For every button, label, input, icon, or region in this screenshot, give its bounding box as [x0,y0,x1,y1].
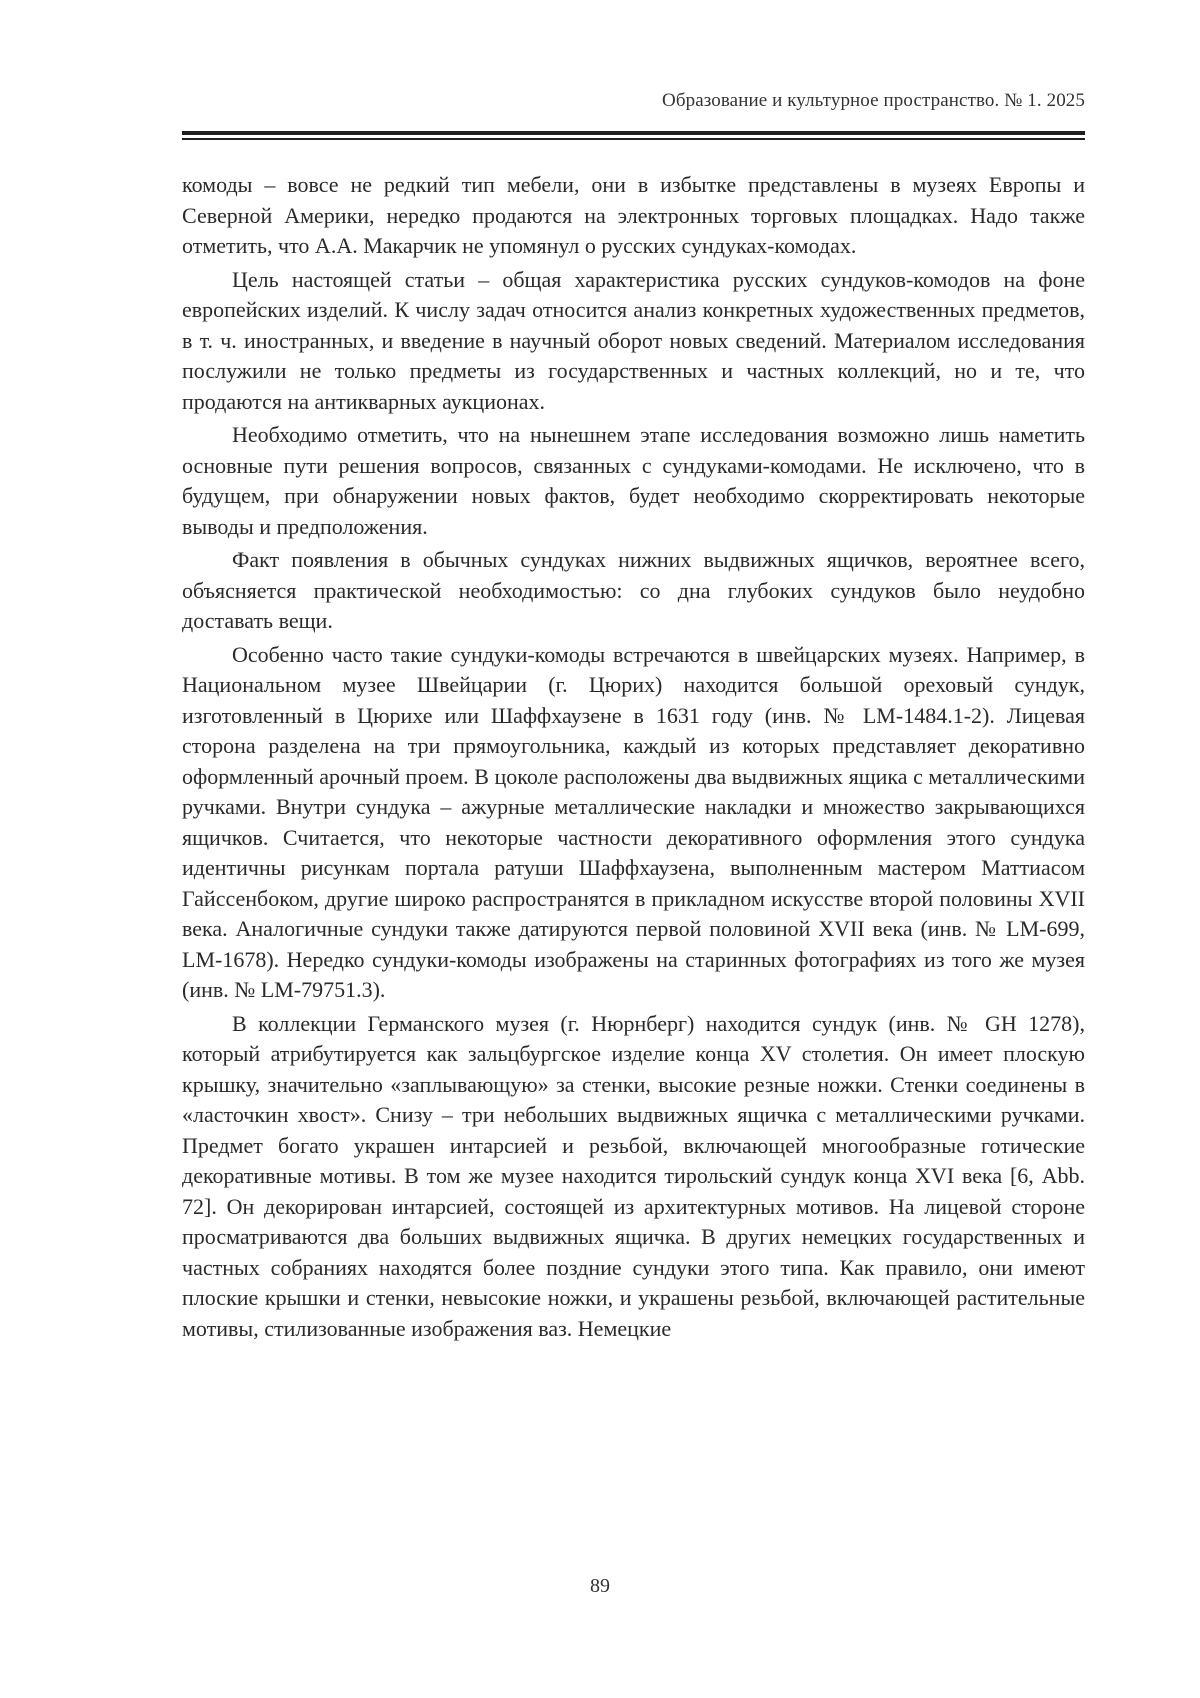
paragraph-continuation: комоды – вовсе не редкий тип мебели, они в избытке представлены в музеях Европы и Северной Америки, нередко продаются на электронных торговых площадках. Надо также отметить, что А.А. Макарчик не упомянул о русских сундуках-комодах. [182,172,1085,258]
header-rule-thin [182,138,1085,140]
paragraph-german-museum: В коллекции Германского музея (г. Нюрнберг) находится сундук (инв. № GH 1278), который атрибутируется как зальцбургское изделие конца XV столетия. Он имеет плоскую крышку, значительно «заплывающую» за стенки, высокие резные ножки. Стенки соединены в «ласточкин хвост». Снизу – три небольших выдвижных ящичка с металлическими ручками. Предмет богато украшен интарсией и резьбой, включающей многообразные готические декоративные мотивы. В том же музее находится тирольский сундук конца XVI века [6, Abb. 72]. Он декорирован интарсией, состоящей из архитектурных мотивов. На лицевой стороне просматриваются два больших выдвижных ящичка. В других немецких государственных и частных собраниях находятся более поздние сундуки этого типа. Как правило, они имеют плоские крышки и стенки, невысокие ножки, и украшены резьбой, включающей растительные мотивы, стилизованные изображения ваз. Немецкие [182,1010,1085,1341]
article-body [182,170,1085,1347]
paragraph-aim: Цель настоящей статьи – общая характеристика русских сундуков-комодов на фоне европейских изделий. К числу задач относится анализ конкретных художественных предметов, в т. ч. иностранных, и введение в научный оборот новых сведений. Материалом исследования послужили не только предметы из государственных и частных коллекций, но и те, что продаются на антикварных аукционах. [182,266,1085,414]
header-rule-thick [182,131,1085,135]
running-header: Образование и культурное пространство. № 1. 2025 [662,90,1085,111]
paragraph-origin: Факт появления в обычных сундуках нижних выдвижных ящичков, вероятнее всего, объясняется практической необходимостью: со дна глубоких сундуков было неудобно доставать вещи. [182,547,1085,633]
paragraph-note: Необходимо отметить, что на нынешнем этапе исследования возможно лишь наметить основные пути решения вопросов, связанных с сундуками-комодами. Не исключено, что в будущем, при обнаружении новых фактов, будет необходимо скорректировать некоторые выводы и предположения. [182,422,1085,539]
paragraph-swiss-museums: Особенно часто такие сундуки-комоды встречаются в швейцарских музеях. Например, в Национальном музее Швейцарии (г. Цюрих) находится большой ореховый сундук, изготовленный в Цюрихе или Шаффхаузене в 1631 году (инв. № LM-1484.1-2). Лицевая сторона разделена на три прямоугольника, каждый из которых представляет декоративно оформленный арочный проем. В цоколе расположены два выдвижных ящика с металлическими ручками. Внутри сундука – ажурные металлические накладки и множество закрывающихся ящичков. Считается, что некоторые частности декоративного оформления этого сундука идентичны рисункам портала ратуши Шаффхаузена, выполненным мастером Маттиасом Гайссенбоком, другие широко распространятся в прикладном искусстве второй половины XVII века. Аналогичные сундуки также датируются первой половиной XVII века (инв. № LM-699, LM-1678). Нередко сундуки-комоды изображены на старинных фотографиях из того же музея (инв. № LM-79751.3). [182,641,1085,1002]
header-double-rule [182,131,1085,140]
page-number: 89 [590,1575,610,1597]
